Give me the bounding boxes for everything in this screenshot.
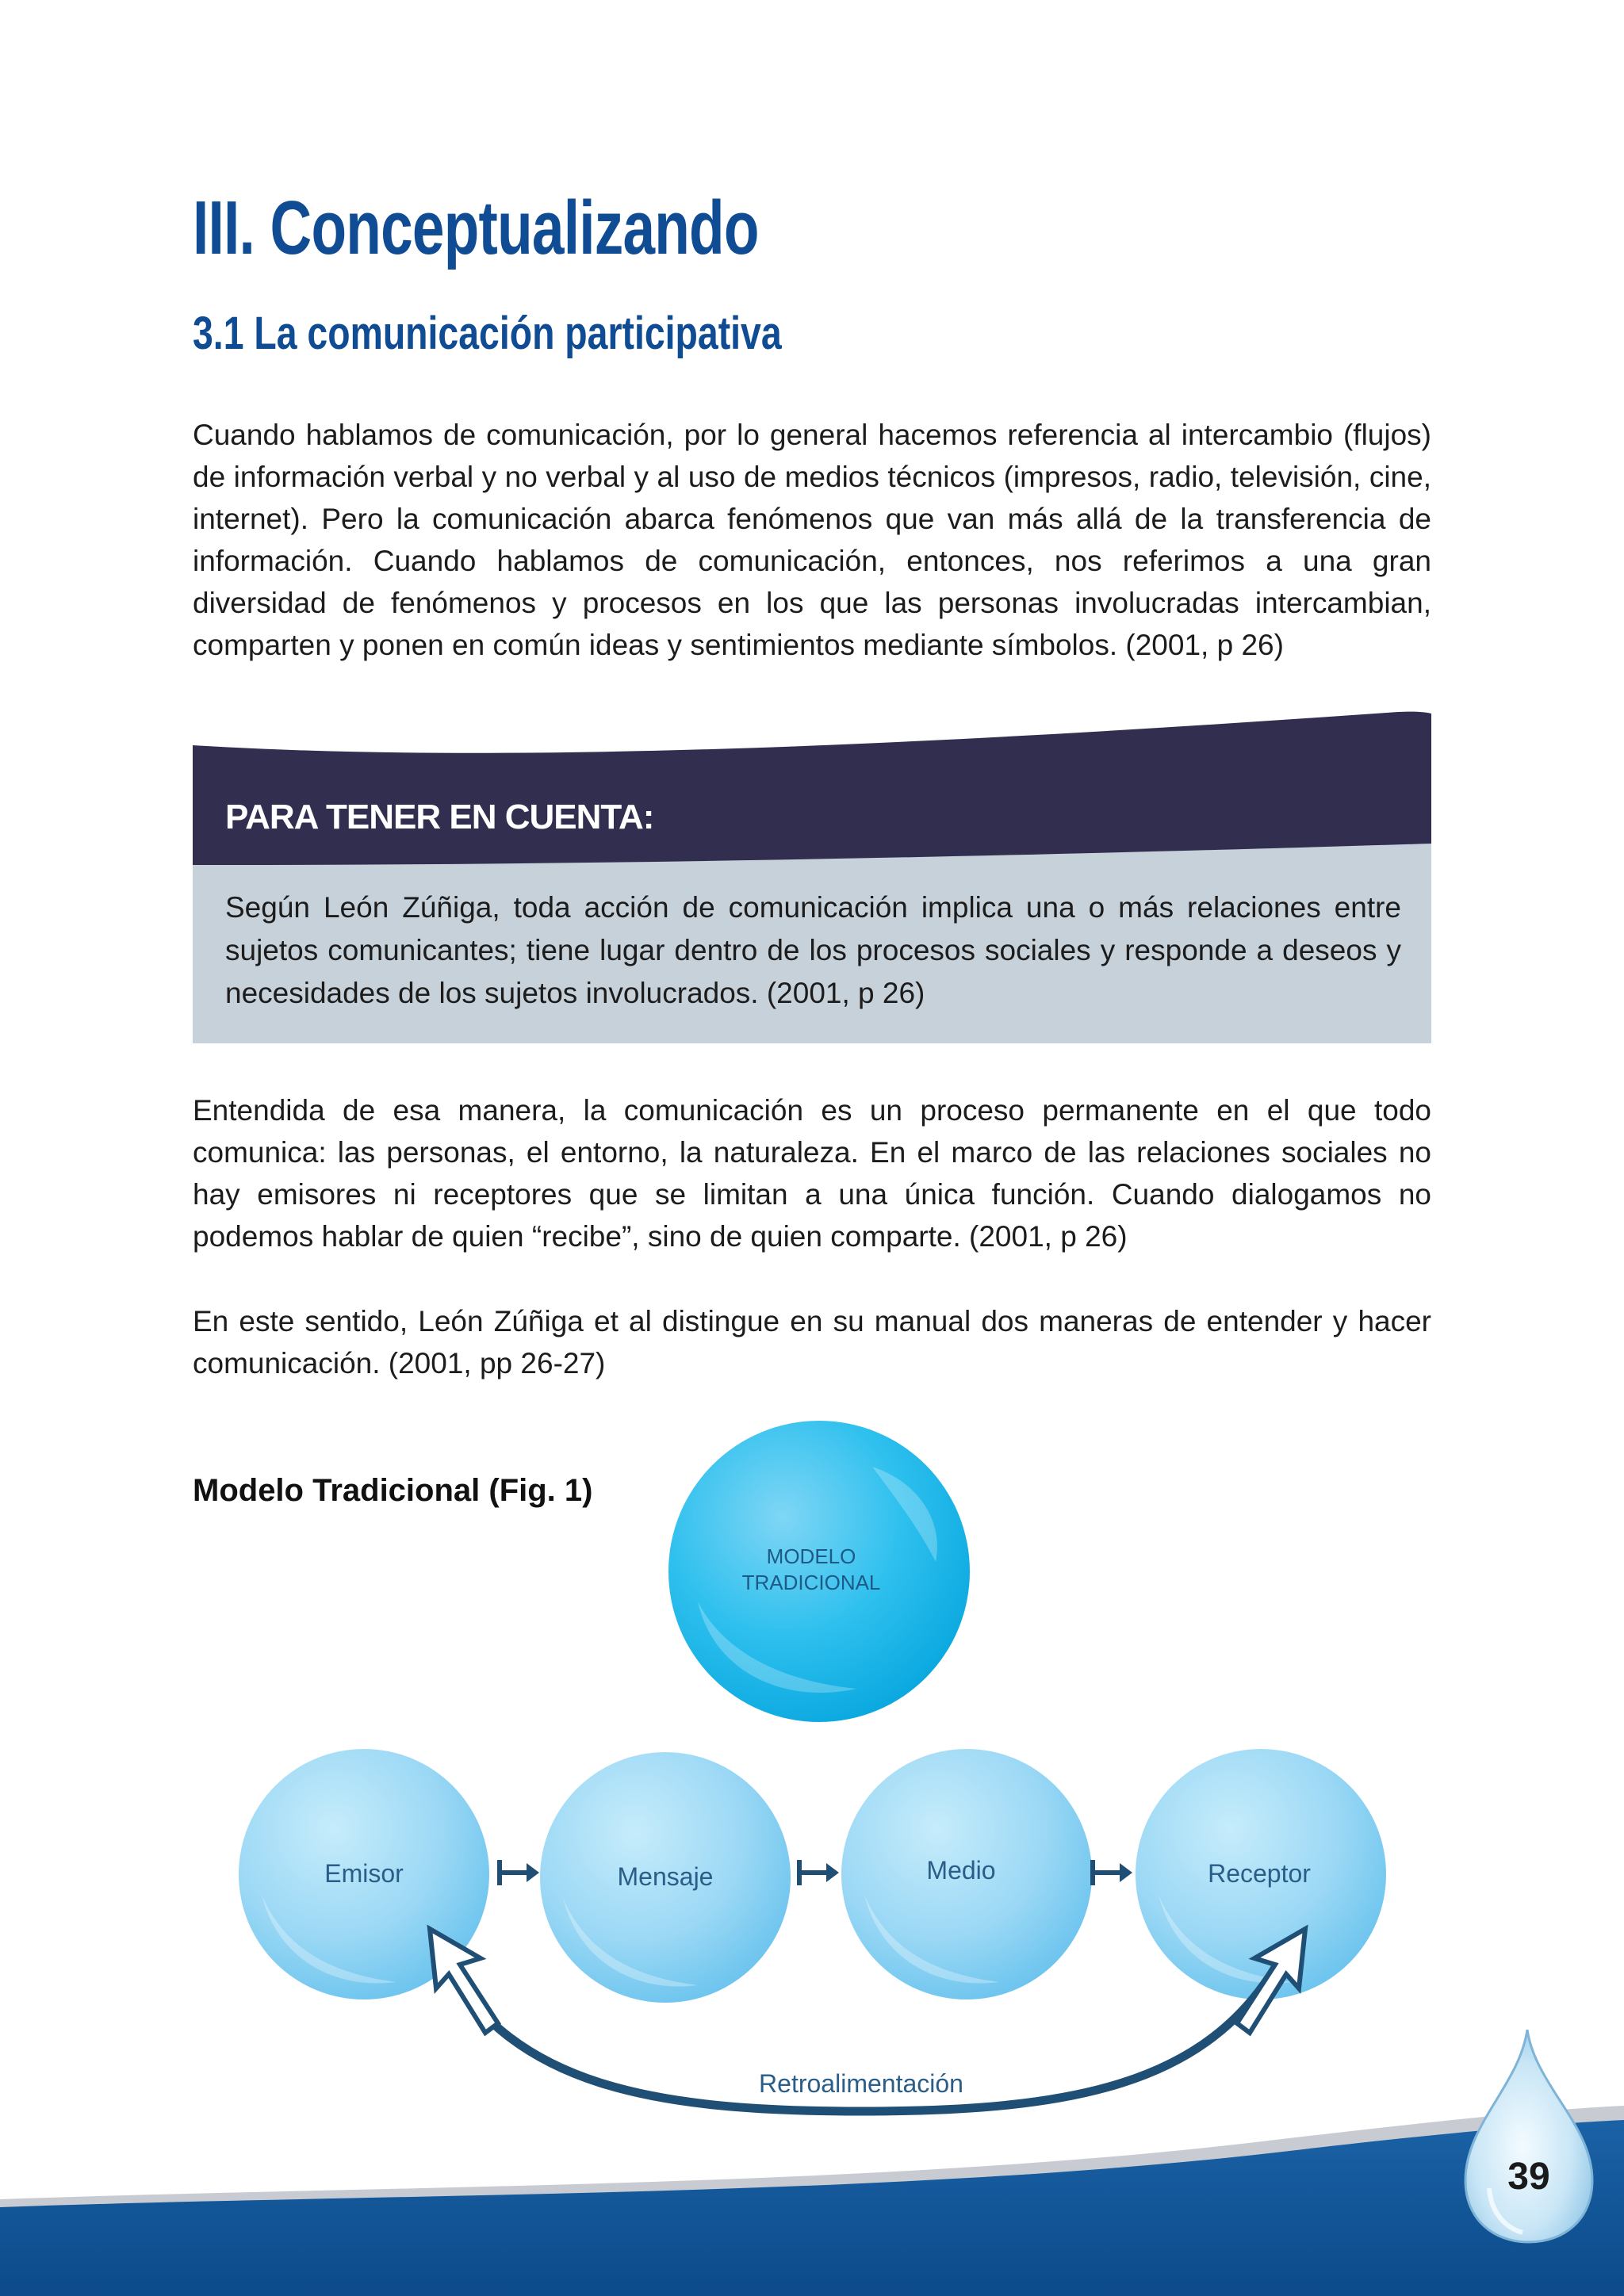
connector-arrow-3: [1093, 1860, 1132, 1885]
top-bubble: [668, 1421, 970, 1722]
section-title: 3.1 La comunicación participativa: [193, 308, 782, 359]
callout-header-band: [193, 712, 1431, 865]
connector-arrow-2: [799, 1860, 839, 1885]
node-label-emisor: Emisor: [324, 1859, 404, 1888]
node-label-medio: Medio: [926, 1856, 996, 1885]
page-drop-icon: [1465, 2030, 1592, 2242]
node-label-mensaje: Mensaje: [617, 1862, 714, 1891]
traditional-model-diagram: [0, 1403, 1624, 2133]
callout-body: Según León Zúñiga, toda acción de comunicación implica una o más relaciones entre sujetos comunicantes; tiene lugar dentro de los procesos sociales y responde a deseos y necesidades de los sujetos involucrados. (2001, p 26): [225, 891, 1401, 1009]
node-mensaje: [540, 1752, 791, 2003]
figure-label: Modelo Tradicional (Fig. 1): [193, 1473, 593, 1508]
third-paragraph: En este sentido, León Zúñiga et al distingue en su manual dos maneras de entender y hacer comunicación. (2001, pp 26-27): [193, 1305, 1431, 1380]
node-label-receptor: Receptor: [1208, 1859, 1311, 1888]
callout-heading: PARA TENER EN CUENTA:: [225, 798, 654, 836]
top-bubble-line1: MODELO: [766, 1544, 856, 1568]
page-number: 39: [1507, 2156, 1550, 2198]
footer-wave: [0, 2030, 1624, 2296]
node-medio: [841, 1749, 1092, 1999]
connector-arrow-1: [500, 1860, 539, 1885]
feedback-label: Retroalimentación: [759, 2069, 963, 2098]
second-paragraph: Entendida de esa manera, la comunicación es un proceso permanente en el que todo comunica: las personas, el entorno, la naturaleza. En el marco de las relaciones sociales no hay emisores ni receptores que se limitan a una única función. Cuando dialogamos no podemos hablar de quien “recibe”, sino de quien comparte. (2001, p 26): [193, 1094, 1431, 1253]
chapter-title: III. Conceptualizando: [193, 186, 759, 270]
intro-paragraph: Cuando hablamos de comunicación, por lo general hacemos referencia al intercambio (flujos) de información verbal y no verbal y al uso de medios técnicos (impresos, radio, televisión, cine, internet). Pero la comunicación abarca fenómenos que van más allá de la transferencia de información. Cuando hablamos de comunicación, entonces, nos referimos a una gran diversidad de fenómenos y procesos en los que las personas involucradas intercambian, comparten y ponen en común ideas y sentimientos mediante símbolos. (2001, p 26): [193, 419, 1431, 661]
top-bubble-line2: TRADICIONAL: [741, 1571, 881, 1594]
